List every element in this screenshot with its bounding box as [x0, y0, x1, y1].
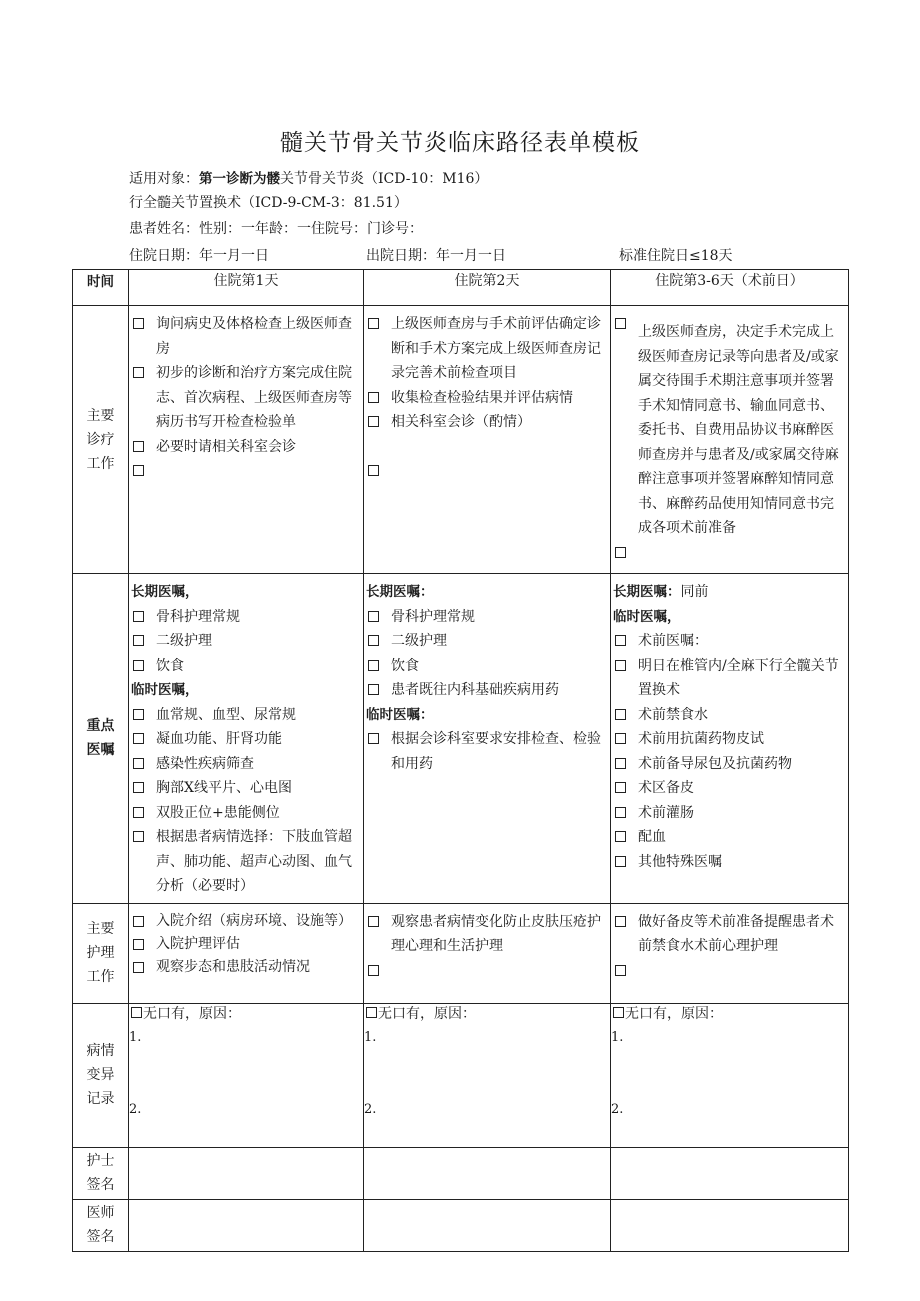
- checkbox[interactable]: [133, 635, 144, 646]
- item-text: 观察步态和患肢活动情况: [156, 958, 310, 975]
- list-item: [131, 910, 361, 933]
- list-item: [366, 727, 608, 776]
- variation-item-2: 2.: [129, 1101, 142, 1117]
- list-item: [131, 703, 361, 728]
- orders-day1: [129, 574, 364, 904]
- variation-item-2: 2.: [364, 1101, 377, 1117]
- checkbox[interactable]: [133, 441, 144, 452]
- standard-stay: 标准住院日≤18天: [619, 248, 733, 264]
- treatment-day1: [129, 306, 364, 574]
- temp-orders-label: 临时医嘱，: [131, 682, 199, 698]
- variation-day2: [364, 1003, 611, 1147]
- item-text: 询问病史及体格检查上级医师查房: [156, 316, 352, 357]
- list-item: [366, 629, 608, 654]
- row-label-text: 主要 诊疗 工作: [86, 407, 115, 472]
- variation-day1: [129, 1003, 364, 1147]
- row-label-text: 护士 签名: [86, 1153, 115, 1193]
- checkbox[interactable]: [615, 660, 626, 671]
- scope-bold: 第一诊断为髅: [199, 171, 280, 187]
- list-item: [131, 776, 361, 801]
- nurse-sign-day2[interactable]: [364, 1147, 611, 1199]
- list-item: [366, 410, 608, 435]
- doctor-sign-day1[interactable]: [129, 1199, 364, 1251]
- item-text: 二级护理: [156, 633, 212, 649]
- temp-orders-label: 临时医嘱，: [613, 608, 681, 625]
- item-text: 术前备导尿包及抗菌药物: [638, 755, 792, 772]
- list-item: [131, 361, 361, 435]
- item-text: 相关科室会诊（酌情）: [391, 414, 531, 430]
- row-label-nursing: [73, 903, 129, 1003]
- item-text: 术前灌肠: [638, 804, 694, 821]
- list-item: [613, 910, 846, 959]
- item-text: 术前用抗菌药物皮试: [638, 731, 764, 747]
- scope-rest: 关节骨关节炎（ICD-10：M16）: [280, 171, 489, 187]
- checkbox[interactable]: [615, 709, 626, 720]
- row-label-text: 病情 变异 记录: [86, 1043, 115, 1107]
- list-item: [613, 541, 846, 558]
- checkbox[interactable]: [133, 807, 144, 818]
- list-item: [613, 629, 846, 654]
- header-day3: 住院第3-6天（术前日）: [611, 270, 849, 306]
- checkbox[interactable]: [368, 660, 379, 671]
- checkbox[interactable]: [615, 547, 626, 558]
- treatment-day2: [364, 306, 611, 574]
- list-item: [366, 459, 608, 476]
- item-text: 观察患者病情变化防止皮肤压疮护理心理和生活护理: [391, 913, 601, 954]
- list-item: [131, 801, 361, 826]
- row-label-doctor-sign: [73, 1199, 129, 1251]
- variation-none: [129, 1004, 241, 1024]
- list-item: [613, 959, 846, 976]
- variation-row: [73, 1003, 849, 1147]
- variation-text: 无口有，原因：: [378, 1005, 476, 1022]
- scope-line: [129, 167, 488, 188]
- checkbox[interactable]: [133, 318, 144, 329]
- nursing-day2: [364, 903, 611, 1003]
- checkbox[interactable]: [368, 916, 379, 927]
- item-text: 术前禁食水: [638, 706, 708, 723]
- checkbox[interactable]: [133, 733, 144, 744]
- list-item: [131, 312, 361, 361]
- row-label-orders: [73, 574, 129, 904]
- list-item: [613, 752, 846, 777]
- checkbox[interactable]: [133, 962, 144, 973]
- item-text: 收集检查检验结果并评估病情: [391, 389, 573, 406]
- checkbox[interactable]: [368, 684, 379, 695]
- variation-item-1: 1.: [611, 1029, 624, 1045]
- variation-none: [364, 1004, 476, 1024]
- list-item: [613, 727, 846, 752]
- list-item: [131, 752, 361, 777]
- checkbox[interactable]: [133, 831, 144, 842]
- item-text: 必要时请相关科室会诊: [156, 438, 296, 455]
- checkbox[interactable]: [615, 965, 626, 976]
- checkbox[interactable]: [615, 831, 626, 842]
- item-text: 术前医嘱：: [638, 633, 708, 649]
- item-text: 根据会诊科室要求安排检查、检验和用药: [391, 731, 601, 772]
- doctor-sign-day3[interactable]: [611, 1199, 849, 1251]
- item-text: 术区备皮: [638, 780, 694, 796]
- checkbox[interactable]: [615, 758, 626, 769]
- item-text: 根据患者病情选择：下肢血管超声、肺功能、超声心动图、血气分析（必要时）: [156, 829, 352, 894]
- checkbox[interactable]: [368, 465, 379, 476]
- header-time: 时间: [73, 270, 129, 306]
- checkbox[interactable]: [133, 939, 144, 950]
- item-text: 初步的诊断和治疗方案完成住院志、首次病程、上级医师查房等病历书写开检查检验单: [156, 365, 352, 430]
- variation-item-2: 2.: [611, 1101, 624, 1117]
- row-label-text: 重点 医嘱: [86, 718, 115, 759]
- checkbox[interactable]: [368, 733, 379, 744]
- item-text: 凝血功能、肝肾功能: [156, 731, 282, 747]
- item-text: 双股正位+患能侧位: [156, 804, 280, 821]
- item-text: 入院介绍（病房环境、设施等）: [156, 912, 352, 929]
- checkbox[interactable]: [368, 392, 379, 403]
- checkbox[interactable]: [366, 1007, 377, 1018]
- item-text: 明日在椎管内/全麻下行全髋关节置换术: [638, 657, 839, 698]
- checkbox[interactable]: [615, 916, 626, 927]
- row-label-nurse-sign: [73, 1147, 129, 1199]
- variation-text: 无口有，原因：: [625, 1005, 723, 1022]
- nursing-row: [73, 903, 849, 1003]
- list-item: [131, 435, 361, 460]
- item-text: 上级医师查房，决定手术完成上级医师查房记录等向患者及/或家属交待围手术期注意事项并签署手术知情同意书、输血同意书、委托书、自费用品协议书麻醉医师查房并与患者及/或家属交待麻醉注意事项并签署麻醉知情同意书、麻醉药品使用知情同意书完成各项术前准备: [638, 324, 839, 536]
- list-item: [131, 825, 361, 899]
- clinical-pathway-table: [72, 269, 849, 1252]
- checkbox[interactable]: [613, 1007, 624, 1018]
- item-text: 二级护理: [391, 633, 447, 649]
- checkbox[interactable]: [131, 1007, 142, 1018]
- nurse-sign-day1[interactable]: [129, 1147, 364, 1199]
- checkbox[interactable]: [615, 782, 626, 793]
- orders-row: [73, 574, 849, 904]
- nurse-sign-row: [73, 1147, 849, 1199]
- list-item: [613, 801, 846, 826]
- checkbox[interactable]: [368, 416, 379, 427]
- header-day2: 住院第2天: [364, 270, 611, 306]
- checkbox[interactable]: [133, 367, 144, 378]
- checkbox[interactable]: [133, 611, 144, 622]
- item-text: 骨科护理常规: [391, 608, 475, 625]
- list-item: [131, 629, 361, 654]
- item-text: 饮食: [391, 657, 419, 674]
- list-item: [131, 654, 361, 679]
- variation-item-1: 1.: [129, 1029, 142, 1045]
- doctor-sign-row: [73, 1199, 849, 1251]
- row-label-variation: [73, 1003, 129, 1147]
- list-item: [366, 386, 608, 411]
- header-day1: 住院第1天: [129, 270, 364, 306]
- long-orders-label: 长期医嘱：: [613, 584, 681, 600]
- checkbox[interactable]: [615, 733, 626, 744]
- treatment-day3: [611, 306, 849, 574]
- checkbox[interactable]: [615, 635, 626, 646]
- item-text: 血常规、血型、尿常规: [156, 706, 296, 723]
- orders-day2: [364, 574, 611, 904]
- item-text: 胸部X线平片、心电图: [156, 780, 292, 796]
- long-orders-text: 同前: [680, 584, 709, 600]
- nursing-day1: [129, 903, 364, 1003]
- nursing-day3: [611, 903, 849, 1003]
- item-text: 配血: [638, 829, 666, 845]
- checkbox[interactable]: [615, 856, 626, 867]
- checkbox[interactable]: [368, 318, 379, 329]
- procedure-line: 行全髓关节置换术（ICD-9-CM-3：81.51）: [129, 195, 408, 211]
- checkbox[interactable]: [133, 758, 144, 769]
- variation-none: [611, 1004, 723, 1024]
- admit-date: 住院日期：年一月一日: [129, 248, 269, 264]
- variation-item-1: 1.: [364, 1029, 377, 1045]
- row-label-text: 主要 护理 工作: [86, 921, 115, 985]
- doctor-sign-day2[interactable]: [364, 1199, 611, 1251]
- item-text: 入院护理评估: [156, 935, 240, 952]
- variation-day3: [611, 1003, 849, 1147]
- list-item: [131, 933, 361, 956]
- list-item: [366, 678, 608, 703]
- row-label-text: 医师 签名: [86, 1205, 115, 1245]
- checkbox[interactable]: [133, 916, 144, 927]
- list-item: [131, 956, 361, 979]
- discharge-date: 出院日期：年一月一日: [366, 248, 506, 264]
- list-item: [613, 654, 846, 703]
- item-text: 其他特殊医嘱: [638, 853, 722, 870]
- nurse-sign-day3[interactable]: [611, 1147, 849, 1199]
- orders-day3: [611, 574, 849, 904]
- item-text: 患者既往内科基础疾病用药: [391, 682, 559, 698]
- item-text: 饮食: [156, 657, 184, 674]
- list-item: [613, 825, 846, 850]
- item-text: 做好备皮等术前准备提醒患者术前禁食水术前心理护理: [638, 913, 834, 954]
- checkbox[interactable]: [133, 660, 144, 671]
- patient-info-line: 患者姓名：性别：一年龄：一住院号：门诊号：: [129, 221, 423, 237]
- list-item: [613, 850, 846, 875]
- row-label-treatment: [73, 306, 129, 574]
- checkbox[interactable]: [368, 635, 379, 646]
- list-item: [366, 959, 608, 976]
- temp-orders-label: 临时医嘱：: [366, 706, 434, 723]
- long-orders-label: 长期医嘱：: [366, 584, 434, 600]
- item-text: 骨科护理常规: [156, 608, 240, 625]
- list-item: [366, 910, 608, 959]
- page-title: 髓关节骨关节炎临床路径表单模板: [280, 130, 640, 156]
- checkbox[interactable]: [368, 611, 379, 622]
- scope-label: 适用对象：: [129, 171, 199, 187]
- checkbox[interactable]: [133, 782, 144, 793]
- long-orders-label: 长期医嘱，: [131, 584, 199, 600]
- checkbox[interactable]: [615, 318, 626, 329]
- item-text: 感染性疾病筛查: [156, 755, 254, 772]
- list-item: [366, 605, 608, 630]
- list-item: [366, 312, 608, 386]
- list-item: [366, 654, 608, 679]
- checkbox[interactable]: [133, 709, 144, 720]
- list-item: [613, 312, 846, 541]
- list-item: [613, 703, 846, 728]
- list-item: [131, 727, 361, 752]
- variation-text: 无口有，原因：: [143, 1005, 241, 1022]
- treatment-row: [73, 306, 849, 574]
- list-item: [613, 776, 846, 801]
- header-row: [73, 270, 849, 306]
- long-orders-line: [613, 580, 846, 605]
- checkbox[interactable]: [615, 807, 626, 818]
- checkbox[interactable]: [133, 465, 144, 476]
- list-item: [131, 459, 361, 476]
- checkbox[interactable]: [368, 965, 379, 976]
- item-text: 上级医师查房与手术前评估确定诊断和手术方案完成上级医师查房记录完善术前检查项目: [391, 316, 601, 381]
- list-item: [131, 605, 361, 630]
